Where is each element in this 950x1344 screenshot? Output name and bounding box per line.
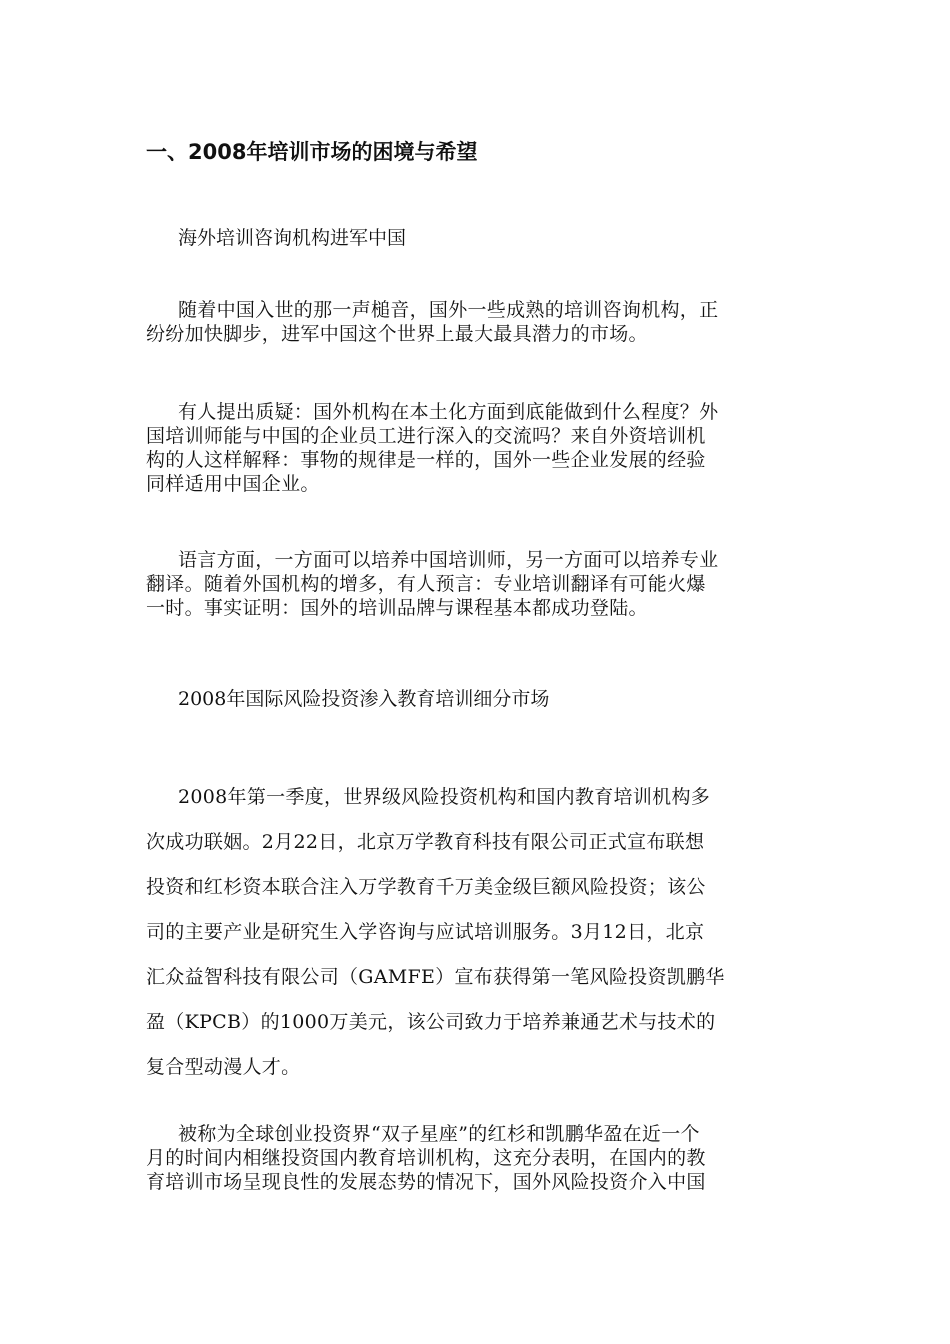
paragraph-line: 复合型动漫人才。 bbox=[146, 1056, 301, 1078]
paragraph-line: 有人提出质疑：国外机构在本土化方面到底能做到什么程度？外 bbox=[178, 401, 719, 423]
paragraph-line: 被称为全球创业投资界“双子星座”的红杉和凯鹏华盈在近一个 bbox=[178, 1123, 700, 1145]
paragraph-line: 纷纷加快脚步，进军中国这个世界上最大最具潜力的市场。 bbox=[146, 323, 648, 345]
paragraph-line: 翻译。随着外国机构的增多，有人预言：专业培训翻译有可能火爆 bbox=[146, 573, 706, 595]
paragraph-line: 一时。事实证明：国外的培训品牌与课程基本都成功登陆。 bbox=[146, 597, 648, 619]
paragraph-4 bbox=[146, 775, 806, 1090]
paragraph-1 bbox=[146, 298, 806, 346]
paragraph-line: 同样适用中国企业。 bbox=[146, 473, 320, 495]
paragraph-line: 盈（KPCB）的1000万美元，该公司致力于培养兼通艺术与技术的 bbox=[146, 1011, 716, 1033]
subtitle-overseas-training: 海外培训咨询机构进军中国 bbox=[178, 227, 407, 249]
subtitle-venture-capital: 2008年国际风险投资渗入教育培训细分市场 bbox=[178, 688, 550, 710]
paragraph-line: 国培训师能与中国的企业员工进行深入的交流吗？来自外资培训机 bbox=[146, 425, 706, 447]
paragraph-line: 月的时间内相继投资国内教育培训机构，这充分表明，在国内的教 bbox=[146, 1147, 706, 1169]
paragraph-line: 育培训市场呈现良性的发展态势的情况下，国外风险投资介入中国 bbox=[146, 1171, 706, 1193]
paragraph-line: 2008年第一季度，世界级风险投资机构和国内教育培训机构多 bbox=[178, 786, 711, 808]
paragraph-line: 语言方面，一方面可以培养中国培训师，另一方面可以培养专业 bbox=[178, 549, 719, 571]
paragraph-line: 汇众益智科技有限公司（GAMFE）宣布获得第一笔风险投资凯鹏华 bbox=[146, 966, 725, 988]
paragraph-line: 投资和红杉资本联合注入万学教育千万美金级巨额风险投资；该公 bbox=[146, 876, 706, 898]
paragraph-line: 构的人这样解释：事物的规律是一样的，国外一些企业发展的经验 bbox=[146, 449, 706, 471]
section-title: 一、2008年培训市场的困境与希望 bbox=[146, 140, 478, 164]
paragraph-line: 随着中国入世的那一声槌音，国外一些成熟的培训咨询机构，正 bbox=[178, 299, 719, 321]
paragraph-5 bbox=[146, 1122, 806, 1194]
paragraph-line: 司的主要产业是研究生入学咨询与应试培训服务。3月12日，北京 bbox=[146, 921, 705, 943]
paragraph-line: 次成功联姻。2月22日，北京万学教育科技有限公司正式宣布联想 bbox=[146, 831, 705, 853]
paragraph-2 bbox=[146, 400, 806, 496]
paragraph-3 bbox=[146, 548, 806, 620]
